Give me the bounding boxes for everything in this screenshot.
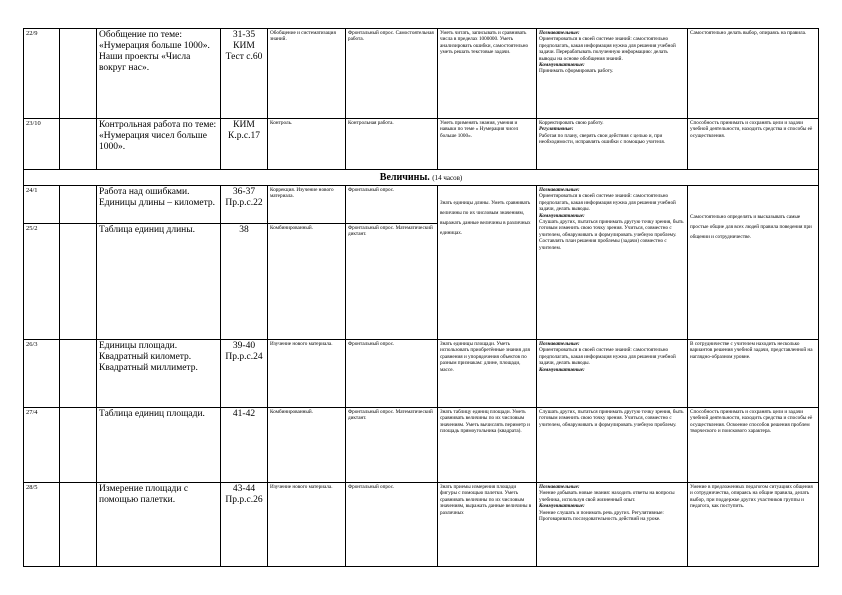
textbook-pages: 38 [221, 224, 268, 340]
lesson-type: Комбинированный. [268, 408, 346, 483]
table-row [24, 119, 819, 170]
uud-cell [537, 483, 688, 567]
subject-skills: Уметь применять знания, умения и навыки по теме « Нумерация чисел больше 1000». [438, 119, 537, 170]
control-form: Фронтальный опрос. Математический диктант. [346, 408, 438, 483]
subject-skills: Уметь читать, записывать и сравнивать числа в пределах 1000000. Уметь анализировать ошибки, самостоятельно уметь решать текстовые задачи. [438, 29, 537, 119]
uud-cell [537, 119, 688, 170]
uud-text: Корректировать свою работу. [539, 120, 604, 126]
control-form: Контрольная работа. [346, 119, 438, 170]
textbook-pages: 43-44 Пр.р.с.26 [221, 483, 268, 567]
lesson-number: 27/4 [24, 408, 60, 483]
date-cell [60, 340, 97, 408]
personal-results: Умение в предложенных педагогом ситуациях общения и сотрудничества, опираясь на общие правила, делать выбор, при поддержке других участников группы и педагога, как поступить. [688, 483, 819, 567]
personal-results: Самостоятельно делать выбор, опираясь на правила. [688, 29, 819, 119]
control-form: Фронтальный опрос. Самостоятельная работа. [346, 29, 438, 119]
subject-skills: Знать единицы площади. Уметь использовать приобретённые знания для сравнения и упорядочения объектов по разным признакам: длине, площади, массе. [438, 340, 537, 408]
lesson-topic: Измерение площади с помощью палетки. [97, 483, 221, 567]
uud-heading: Коммуникативные: [539, 212, 585, 219]
uud-text: Слушать других, пытаться принимать другую точку зрения, быть готовым изменить свою точку зрения. Учиться, совместно с учителем, обнаруживать и формулировать учебную проблему. [539, 409, 684, 428]
lesson-type: Изучение нового материала. [268, 340, 346, 408]
lesson-topic: Контрольная работа по теме: «Нумерация чисел больше 1000». [97, 119, 221, 170]
subject-skills: Знать таблицу единиц площади. Уметь сравнивать величины по их числовым значениям. Уметь вычислять периметр и площадь прямоугольника (квадрата). [438, 408, 537, 483]
subject-skills: Знать единицы длины. Уметь сравнивать величины по их числовым значениям, выражать данные величины в различных единицах. [438, 186, 537, 340]
uud-cell [537, 340, 688, 408]
personal-results: Способность принимать и сохранять цели и задачи учебной деятельности, находить средства и способы её осуществления. [688, 119, 819, 170]
lesson-number: 22/9 [24, 29, 60, 119]
lesson-plan-table-page [23, 28, 818, 567]
date-cell [60, 408, 97, 483]
textbook-pages: 31-35 КИМ Тест с.60 [221, 29, 268, 119]
lesson-number: 24/1 [24, 186, 60, 224]
uud-cell [537, 29, 688, 119]
lesson-number: 25/2 [24, 224, 60, 340]
lesson-type: Коррекция. Изучение нового материала. [268, 186, 346, 224]
lesson-plan-table [23, 28, 819, 567]
personal-results: Самостоятельно определять и высказывать самые простые общие для всех людей правила поведения при общении и сотрудничестве. [688, 186, 819, 340]
lesson-number: 26/3 [24, 340, 60, 408]
lesson-topic: Единицы площади. Квадратный километр. Квадратный миллиметр. [97, 340, 221, 408]
lesson-topic: Работа над ошибками. Единицы длины – километр. [97, 186, 221, 224]
uud-heading: Коммуникативные: [539, 503, 585, 510]
uud-heading: Познавательные: [539, 30, 580, 36]
uud-heading: Познавательные: [539, 484, 580, 490]
uud-text: Умение добывать новые знания: находить ответы на вопросы учебника, используя свой жизненный опыт. [539, 490, 675, 503]
date-cell [60, 483, 97, 567]
uud-cell [537, 186, 688, 340]
control-form: Фронтальный опрос. [346, 340, 438, 408]
table-row [24, 340, 819, 408]
subject-skills: Знать приемы измерения площади фигуры с помощью палетки. Уметь сравнивать величины по их числовым значениям, выражать данные величины в различных [438, 483, 537, 567]
textbook-pages: КИМ К.р.с.17 [221, 119, 268, 170]
table-row [24, 483, 819, 567]
uud-text: Ориентироваться в своей системе знаний: самостоятельно предполагать, какая информация нужна для решения учебной задачи, делать выводы. [539, 193, 676, 213]
lesson-number: 23/10 [24, 119, 60, 170]
uud-text: Принимать сформировать работу. [539, 68, 614, 75]
control-form: Фронтальный опрос. [346, 186, 438, 224]
table-row [24, 29, 819, 119]
date-cell [60, 29, 97, 119]
uud-heading: Познавательные: [539, 187, 580, 193]
uud-heading: Коммуникативные: [539, 62, 585, 69]
personal-results: В сотрудничестве с учителем находить несколько вариантов решения учебной задачи, представленной на наглядно-образном уровне. [688, 340, 819, 408]
lesson-number: 28/5 [24, 483, 60, 567]
date-cell [60, 186, 97, 224]
control-form: Фронтальный опрос. [346, 483, 438, 567]
uud-heading: Коммуникативные: [539, 366, 585, 373]
uud-text: Ориентироваться в своей системе знаний: самостоятельно предполагать, какая информация нужна для решения учебной задачи, делать выводы. [539, 347, 676, 367]
lesson-type: Комбинированный. [268, 224, 346, 340]
uud-text: Ориентироваться в своей системе знаний: самостоятельно предполагать, какая информация нужна для решения учебной задачи. Перерабатывать полученную информацию: делать выводы на основе обобщения знаний. [539, 36, 676, 62]
personal-results: Способность принимать и сохранять цели и задачи учебной деятельности, находить средства и способы её осуществления. Освоение способов решения проблем творческого и поискового характера. [688, 408, 819, 483]
lesson-type: Контроль. [268, 119, 346, 170]
lesson-type: Изучение нового материала. [268, 483, 346, 567]
uud-text: Работая по плану, сверять свои действия с целью и, при необходимости, исправлять ошибки с помощью учителя. [539, 132, 666, 146]
lesson-topic: Таблица единиц длины. [97, 224, 221, 340]
lesson-topic: Обобщение по теме: «Нумерация больше 1000». Наши проекты «Числа вокруг нас». [97, 29, 221, 119]
table-row [24, 408, 819, 483]
uud-cell [537, 408, 688, 483]
textbook-pages: 41-42 [221, 408, 268, 483]
control-form: Фронтальный опрос. Математический диктант. [346, 224, 438, 340]
uud-heading: Познавательные: [539, 341, 580, 347]
uud-text: Умение слушать и понимать речь других. Регулятивные: Проговаривать последовательность действий на уроке. [539, 509, 664, 523]
uud-heading: Регулятивные: [539, 126, 574, 133]
section-hours: (14 часов) [432, 174, 463, 182]
date-cell [60, 119, 97, 170]
lesson-topic: Таблица единиц площади. [97, 408, 221, 483]
lesson-type: Обобщение и систематизация знаний. [268, 29, 346, 119]
textbook-pages: 39-40 Пр.р.с.24 [221, 340, 268, 408]
section-title-cell [24, 170, 819, 186]
section-title: Величины. [379, 172, 430, 183]
table-row [24, 186, 819, 224]
uud-text: Слушать других, пытаться принимать другую точку зрения, быть готовым изменить свою точку зрения. Учиться, совместно с учителем, обнаруживать и формулировать учебную проблему. Составлять план решения проблемы (задачи) совместно с учителем. [539, 219, 684, 251]
date-cell [60, 224, 97, 340]
section-header-row [24, 170, 819, 186]
textbook-pages: 36-37 Пр.р.с.22 [221, 186, 268, 224]
